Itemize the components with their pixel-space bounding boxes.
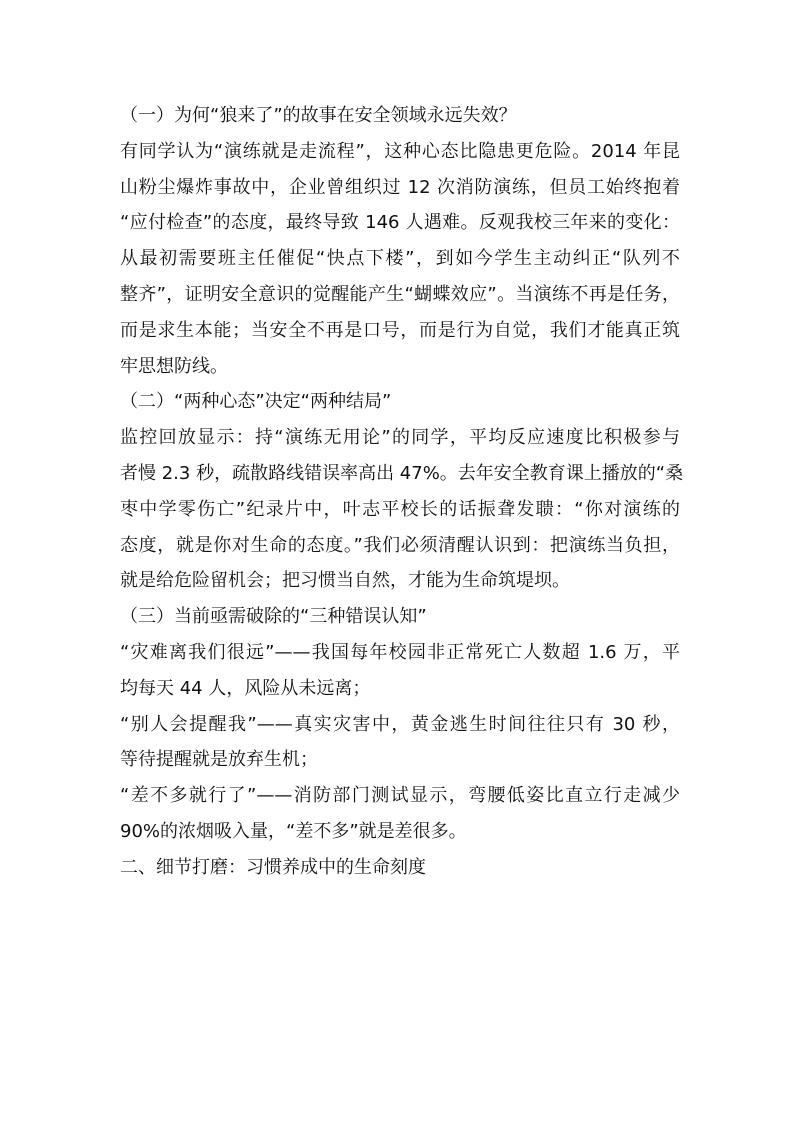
paragraph-line: “别人会提醒我”——真实灾害中，黄金逃生时间往往只有 30 秒， [120,713,680,735]
paragraph-line: 整齐”，证明安全意识的觉醒能产生“蝴蝶效应”。当演练不再是任务， [120,283,680,305]
paragraph-line: 态度，就是你对生命的态度。”我们必须清醒认识到：把演练当负担， [120,534,680,556]
paragraph-line: 而是求生本能；当安全不再是口号，而是行为自觉，我们才能真正筑 [120,319,680,341]
paragraph-line: “灾难离我们很远”——我国每年校园非正常死亡人数超 1.6 万，平 [120,641,680,663]
paragraph-line: 者慢 2.3 秒，疏散路线错误率高出 47%。去年安全教育课上播放的“桑 [120,462,684,484]
section-heading: 二、细节打磨：习惯养成中的生命刻度 [120,856,426,878]
paragraph-line: 均每天 44 人，风险从未远离； [120,677,371,699]
paragraph-line: 就是给危险留机会；把习惯当自然，才能为生命筑堤坝。 [120,570,570,592]
paragraph-line: 监控回放显示：持“演练无用论”的同学，平均反应速度比积极参与 [120,427,680,449]
paragraph-line: “应付检查”的态度，最终导致 146 人遇难。反观我校三年来的变化： [120,212,680,234]
section-heading: （三）当前亟需破除的“三种错误认知” [120,606,427,628]
document-body [120,98,684,886]
paragraph-line: “差不多就行了”——消防部门测试显示，弯腰低姿比直立行走减少 [120,785,680,807]
paragraph-line: 牢思想防线。 [120,355,228,377]
paragraph-line: 90%的浓烟吸入量，“差不多”就是差很多。 [120,820,467,842]
paragraph-line: 有同学认为“演练就是走流程”，这种心态比隐患更危险。2014 年昆 [120,140,680,162]
paragraph-line: 等待提醒就是放弃生机； [120,749,318,771]
paragraph-line: 山粉尘爆炸事故中，企业曾组织过 12 次消防演练，但员工始终抱着 [120,176,680,198]
paragraph-line: 从最初需要班主任催促“快点下楼”，到如今学生主动纠正“队列不 [120,248,680,270]
section-heading: （一）为何“狼来了”的故事在安全领域永远失效？ [120,105,517,126]
section-heading: （二）“两种心态”决定“两种结局” [120,391,392,413]
paragraph-line: 枣中学零伤亡”纪录片中，叶志平校长的话振聋发聩：“你对演练的 [120,498,680,520]
